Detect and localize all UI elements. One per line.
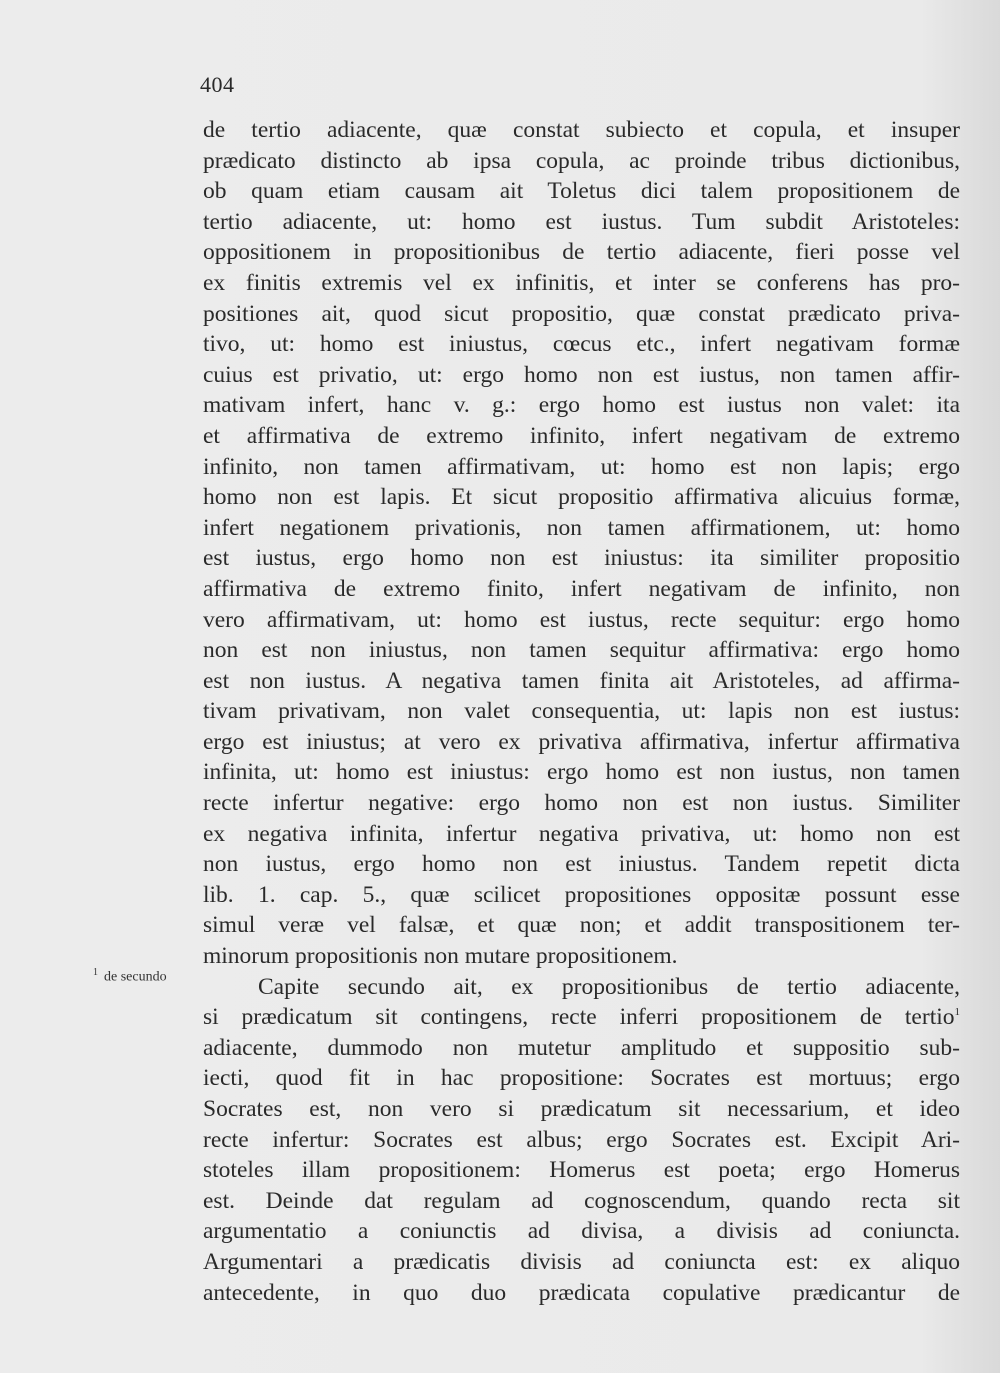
margin-note-text: de secundo <box>104 969 167 985</box>
text-line: mativam infert, hanc v. g.: ergo homo est iustus non valet: ita <box>203 392 960 419</box>
margin-note <box>93 964 167 987</box>
text-line: argumentatio a coniunctis ad divisa, a divisis ad coniuncta. <box>203 1218 960 1245</box>
page-number: 404 <box>200 72 235 97</box>
text-line: affirmativa de extremo finito, infert negativam de infinito, non <box>203 575 960 602</box>
text-line: prædicato distincto ab ipsa copula, ac proinde tribus dictionibus, <box>203 147 960 174</box>
text-line: oppositionem in propositionibus de tertio adiacente, fieri posse vel <box>203 239 960 266</box>
text-line: et affirmativa de extremo infinito, infert negativam de extremo <box>203 422 960 449</box>
text-line: recte infertur negative: ergo homo non est non iustus. Similiter <box>203 790 960 817</box>
text-line: simul veræ vel falsæ, et quæ non; et addit transpositionem ter- <box>203 912 960 939</box>
text-line: Argumentari a prædicatis divisis ad coniuncta est: ex aliquo <box>203 1248 960 1275</box>
text-line: ex finitis extremis vel ex infinitis, et inter se conferens has pro- <box>203 269 960 296</box>
text-line: lib. 1. cap. 5., quæ scilicet propositiones oppositæ possunt esse <box>203 881 960 908</box>
text-line: infert negationem privationis, non tamen affirmationem, ut: homo <box>203 514 960 541</box>
text-line: de tertio adiacente, quæ constat subiecto et copula, et insuper <box>203 117 960 143</box>
text-line: iecti, quod fit in hac propositione: Socrates est mortuus; ergo <box>203 1065 960 1092</box>
text-line: recte infertur: Socrates est albus; ergo Socrates est. Excipit Ari- <box>203 1126 960 1153</box>
text-line: non est non iniustus, non tamen sequitur affirmativa: ergo homo <box>203 637 960 664</box>
text-line: adiacente, dummodo non mutetur amplitudo et suppositio sub- <box>203 1034 960 1061</box>
margin-note-marker: 1 <box>93 967 98 978</box>
text-line: ergo est iniustus; at vero ex privativa affirmativa, infertur affirmativa <box>203 728 960 755</box>
text-line: non iustus, ergo homo non est iniustus. Tandem repetit dicta <box>203 851 960 878</box>
text-line: infinita, ut: homo est iniustus: ergo homo est non iustus, non tamen <box>203 759 960 786</box>
text-line: Socrates est, non vero si prædicatum sit necessarium, et ideo <box>203 1096 960 1122</box>
text-line: antecedente, in quo duo prædicata copulative prædicantur de <box>203 1279 960 1306</box>
text-line: est. Deinde dat regulam ad cognoscendum, quando recta sit <box>203 1187 960 1214</box>
footnote-reference: 1 <box>954 1006 960 1019</box>
text-line: vero affirmativam, ut: homo est iustus, recte sequitur: ergo homo <box>203 606 960 633</box>
text-line: tivo, ut: homo est iniustus, cœcus etc., infert negativam formæ <box>203 331 960 358</box>
text-line: positiones ait, quod sicut propositio, quæ constat prædicato priva- <box>203 300 960 327</box>
text-line: tivam privativam, non valet consequentia, ut: lapis non est iustus: <box>203 698 960 725</box>
text-line-with-footnote <box>203 1002 960 1033</box>
text-line: Capite secundo ait, ex propositionibus de tertio adiacente, <box>258 973 960 1000</box>
text-line: cuius est privatio, ut: ergo homo non est iustus, non tamen affir- <box>203 361 960 388</box>
text-line: stoteles illam propositionem: Homerus est poeta; ergo Homerus <box>203 1157 960 1184</box>
text-line: tertio adiacente, ut: homo est iustus. Tum subdit Aristoteles: <box>203 208 960 235</box>
text-line: infinito, non tamen affirmativam, ut: homo est non lapis; ergo <box>203 453 960 480</box>
text-line: est non iustus. A negativa tamen finita ait Aristoteles, ad affirma- <box>203 667 960 694</box>
text-line: ob quam etiam causam ait Toletus dici talem propositionem de <box>203 178 960 205</box>
text-line: est iustus, ergo homo non est iniustus: ita similiter propositio <box>203 545 960 572</box>
text-line: ex negativa infinita, infertur negativa privativa, ut: homo non est <box>203 820 960 847</box>
text-line: minorum propositionis non mutare propositionem. <box>203 943 678 970</box>
body-text <box>203 115 960 1308</box>
text-line: si prædicatum sit contingens, recte inferri propositionem de tertio <box>203 1004 955 1031</box>
text-line: homo non est lapis. Et sicut propositio affirmativa alicuius formæ, <box>203 484 960 511</box>
